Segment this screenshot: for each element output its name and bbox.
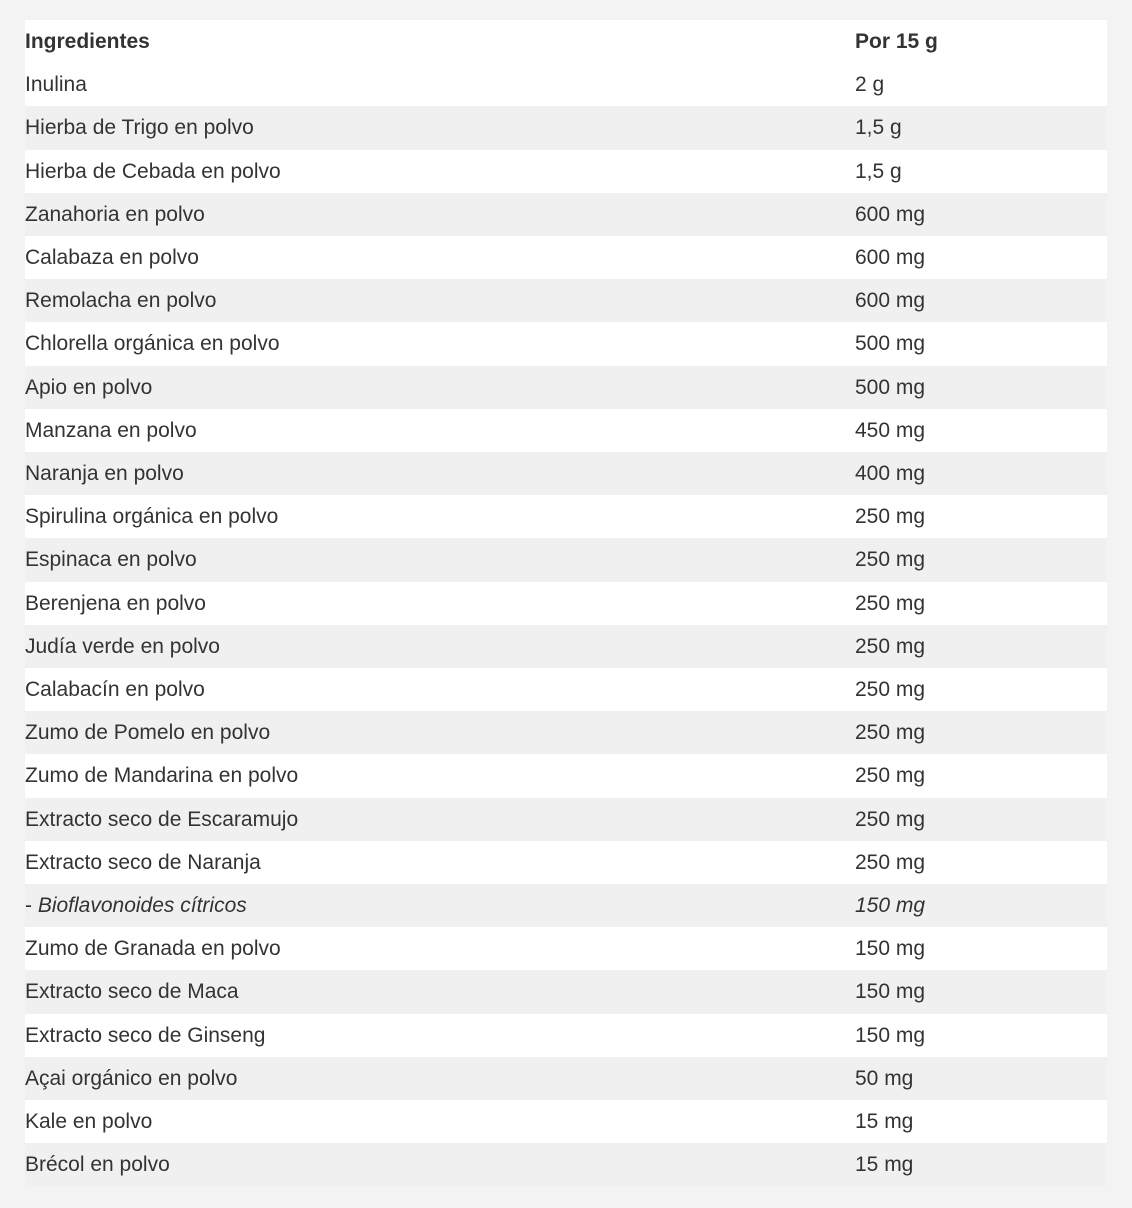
ingredient-amount: 600 mg bbox=[855, 246, 926, 270]
table-row bbox=[25, 927, 1107, 970]
ingredient-label: Bioflavonoides cítricos bbox=[37, 894, 247, 918]
table-row bbox=[25, 668, 1107, 711]
ingredient-name bbox=[25, 884, 855, 927]
ingredient-name bbox=[25, 150, 855, 193]
ingredient-name bbox=[25, 322, 855, 365]
ingredient-amount: 600 mg bbox=[855, 202, 926, 226]
table-row bbox=[25, 366, 1107, 409]
ingredient-name bbox=[25, 1143, 855, 1186]
ingredients-table-wrapper bbox=[25, 20, 1107, 1186]
ingredient-name bbox=[25, 236, 855, 279]
ingredient-amount: 150 mg bbox=[855, 1023, 926, 1047]
ingredient-name bbox=[25, 841, 855, 884]
ingredient-label: Zanahoria en polvo bbox=[25, 202, 205, 226]
ingredient-label: Berenjena en polvo bbox=[25, 591, 206, 615]
table-row bbox=[25, 63, 1107, 106]
ingredient-label: Manzana en polvo bbox=[25, 418, 197, 442]
ingredient-name bbox=[25, 754, 855, 797]
table-header-row bbox=[25, 20, 1107, 63]
ingredient-name bbox=[25, 798, 855, 841]
ingredient-amount: 250 mg bbox=[855, 850, 926, 874]
ingredient-name bbox=[25, 366, 855, 409]
table-row bbox=[25, 625, 1107, 668]
ingredient-name bbox=[25, 1057, 855, 1100]
ingredient-amount: 50 mg bbox=[855, 1066, 914, 1090]
ingredient-amount: 2 g bbox=[855, 73, 885, 97]
ingredient-amount: 600 mg bbox=[855, 289, 926, 313]
table-row bbox=[25, 1014, 1107, 1057]
table-row bbox=[25, 106, 1107, 149]
ingredient-label: Naranja en polvo bbox=[25, 462, 184, 486]
table-row bbox=[25, 711, 1107, 754]
ingredient-label: Zumo de Pomelo en polvo bbox=[25, 721, 271, 745]
ingredient-amount: 400 mg bbox=[855, 462, 926, 486]
ingredient-label: Calabaza en polvo bbox=[25, 246, 199, 270]
ingredient-name bbox=[25, 279, 855, 322]
ingredient-label: Kale en polvo bbox=[25, 1110, 153, 1134]
table-row bbox=[25, 538, 1107, 581]
ingredient-label: Judía verde en polvo bbox=[25, 634, 220, 658]
column-header-ingredients: Ingredientes bbox=[25, 30, 150, 53]
ingredient-label: Extracto seco de Maca bbox=[25, 980, 239, 1004]
ingredient-label: Zumo de Granada en polvo bbox=[25, 937, 281, 961]
ingredient-amount: 15 mg bbox=[855, 1110, 914, 1134]
table-row bbox=[25, 970, 1107, 1013]
ingredient-amount: 250 mg bbox=[855, 505, 926, 529]
table-row bbox=[25, 150, 1107, 193]
ingredient-name bbox=[25, 538, 855, 581]
column-header-amount: Por 15 g bbox=[855, 30, 938, 53]
ingredient-name bbox=[25, 193, 855, 236]
ingredient-amount: 250 mg bbox=[855, 591, 926, 615]
ingredient-name bbox=[25, 63, 855, 106]
ingredient-label: Hierba de Trigo en polvo bbox=[25, 116, 254, 140]
ingredient-label: Extracto seco de Escaramujo bbox=[25, 807, 299, 831]
ingredient-name bbox=[25, 711, 855, 754]
table-row bbox=[25, 754, 1107, 797]
ingredient-amount: 150 mg bbox=[855, 980, 926, 1004]
ingredient-label: Apio en polvo bbox=[25, 375, 153, 399]
ingredient-label: Chlorella orgánica en polvo bbox=[25, 332, 280, 356]
ingredients-table bbox=[25, 20, 1107, 1186]
ingredient-name bbox=[25, 1100, 855, 1143]
ingredient-amount: 1,5 g bbox=[855, 159, 902, 183]
ingredient-amount: 250 mg bbox=[855, 807, 926, 831]
table-row bbox=[25, 193, 1107, 236]
table-row bbox=[25, 236, 1107, 279]
ingredient-name bbox=[25, 409, 855, 452]
table-row bbox=[25, 1143, 1107, 1186]
sub-item-dash: - bbox=[25, 894, 38, 918]
table-row bbox=[25, 1100, 1107, 1143]
ingredient-name bbox=[25, 1014, 855, 1057]
table-body bbox=[25, 63, 1107, 1186]
ingredient-amount: 450 mg bbox=[855, 418, 926, 442]
table-row bbox=[25, 884, 1107, 927]
table-row bbox=[25, 452, 1107, 495]
table-row bbox=[25, 1057, 1107, 1100]
table-row bbox=[25, 495, 1107, 538]
ingredient-name bbox=[25, 582, 855, 625]
table-row bbox=[25, 279, 1107, 322]
table-row bbox=[25, 322, 1107, 365]
ingredient-name bbox=[25, 452, 855, 495]
table-row bbox=[25, 798, 1107, 841]
ingredient-label: Calabacín en polvo bbox=[25, 678, 205, 702]
table-row bbox=[25, 841, 1107, 884]
ingredient-amount: 250 mg bbox=[855, 548, 926, 572]
ingredient-amount: 250 mg bbox=[855, 721, 926, 745]
ingredient-name bbox=[25, 495, 855, 538]
ingredient-name bbox=[25, 106, 855, 149]
ingredient-name bbox=[25, 970, 855, 1013]
ingredient-label: Extracto seco de Naranja bbox=[25, 850, 261, 874]
ingredient-amount: 150 mg bbox=[855, 937, 926, 961]
table-row bbox=[25, 409, 1107, 452]
ingredient-label: Zumo de Mandarina en polvo bbox=[25, 764, 299, 788]
ingredient-amount: 250 mg bbox=[855, 634, 926, 658]
table-row bbox=[25, 582, 1107, 625]
ingredient-amount: 250 mg bbox=[855, 678, 926, 702]
ingredient-label: Hierba de Cebada en polvo bbox=[25, 159, 281, 183]
ingredient-amount: 150 mg bbox=[855, 894, 926, 918]
ingredient-label: Remolacha en polvo bbox=[25, 289, 217, 313]
ingredient-label: Espinaca en polvo bbox=[25, 548, 197, 572]
ingredient-name bbox=[25, 668, 855, 711]
ingredient-label: Brécol en polvo bbox=[25, 1153, 170, 1177]
ingredient-label: Açai orgánico en polvo bbox=[25, 1066, 238, 1090]
ingredient-label: Spirulina orgánica en polvo bbox=[25, 505, 279, 529]
ingredient-name bbox=[25, 927, 855, 970]
ingredient-amount: 250 mg bbox=[855, 764, 926, 788]
ingredient-amount: 500 mg bbox=[855, 332, 926, 356]
ingredient-amount: 500 mg bbox=[855, 375, 926, 399]
ingredient-amount: 15 mg bbox=[855, 1153, 914, 1177]
ingredient-label: Extracto seco de Ginseng bbox=[25, 1023, 266, 1047]
ingredient-name bbox=[25, 625, 855, 668]
ingredient-amount: 1,5 g bbox=[855, 116, 902, 140]
ingredient-label: Inulina bbox=[25, 73, 87, 97]
